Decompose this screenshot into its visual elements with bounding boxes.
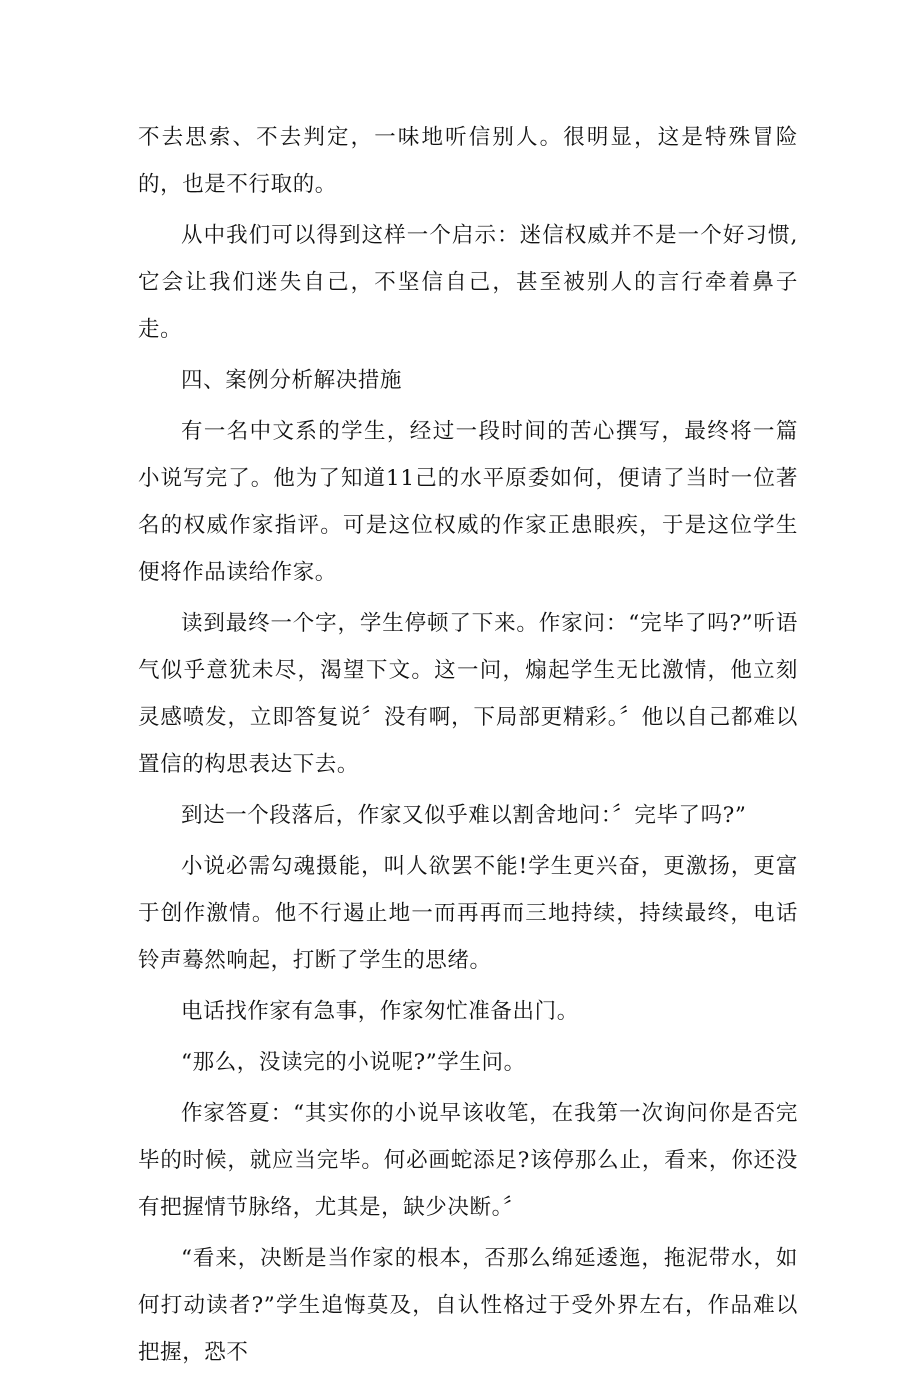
document-body: [138, 114, 798, 1376]
paragraph-reading: 读到最终一个字，学生停顿了下来。作家问：“完毕了吗?”听语气似乎意犹未尽，渴望下文。这一问，煽起学生无比激情，他立刻灵感喷发，立即答复说〞没有啊，下局部更精彩。〞他以自己都难以置信的构思表达下去。: [138, 611, 798, 777]
paragraph-writer-answer: 作家答夏：“其实你的小说早该收笔，在我第一次询问你是否完毕的时候，就应当完毕。何必画蛇添足?该停那么止，看来，你还没有把握情节脉络，尤其是，缺少决断。〞: [138, 1101, 798, 1220]
paragraph-story-intro: 有一名中文系的学生，经过一段时间的苦心撰写，最终将一篇小说写完了。他为了知道11己的水平原委如何，便请了当时一位著名的权威作家指评。可是这位权威的作家正患眼疾，于是这位学生便将作品读给作家。: [138, 419, 798, 585]
paragraph-phone-call: 电话找作家有急事，作家匆忙准备出门。: [181, 999, 579, 1024]
paragraph-conclusion: “看来，决断是当作家的根本，否那么绵延逶迤，拖泥带水，如何打动读者?”学生追悔莫及，自认性格过于受外界左右，作品难以把握，恐不: [138, 1246, 798, 1365]
paragraph-continuing: 小说必需勾魂摄能，叫人欲罢不能!学生更兴奋，更激扬，更富于创作激情。他不行遏止地一而再再而三地持续，持续最终，电话铃声蓦然响起，打断了学生的思绪。: [138, 854, 798, 973]
paragraph-student-question: “那么，没读完的小说呢?”学生问。: [181, 1050, 526, 1075]
section-heading: 四、案例分析解决措施: [181, 368, 403, 393]
paragraph-continuation: 不去思索、不去判定，一味地听信别人。很明显，这是特殊冒险的，也是不行取的。: [138, 125, 798, 197]
paragraph-second-question: 到达一个段落后，作家又似乎难以割舍地问：〞完毕了吗?”: [181, 803, 747, 828]
paragraph-insight: 从中我们可以得到这样一个启示：迷信权威并不是一个好习惯,它会让我们迷失自己，不坚信自己，甚至被别人的言行牵着鼻子走。: [138, 223, 798, 342]
